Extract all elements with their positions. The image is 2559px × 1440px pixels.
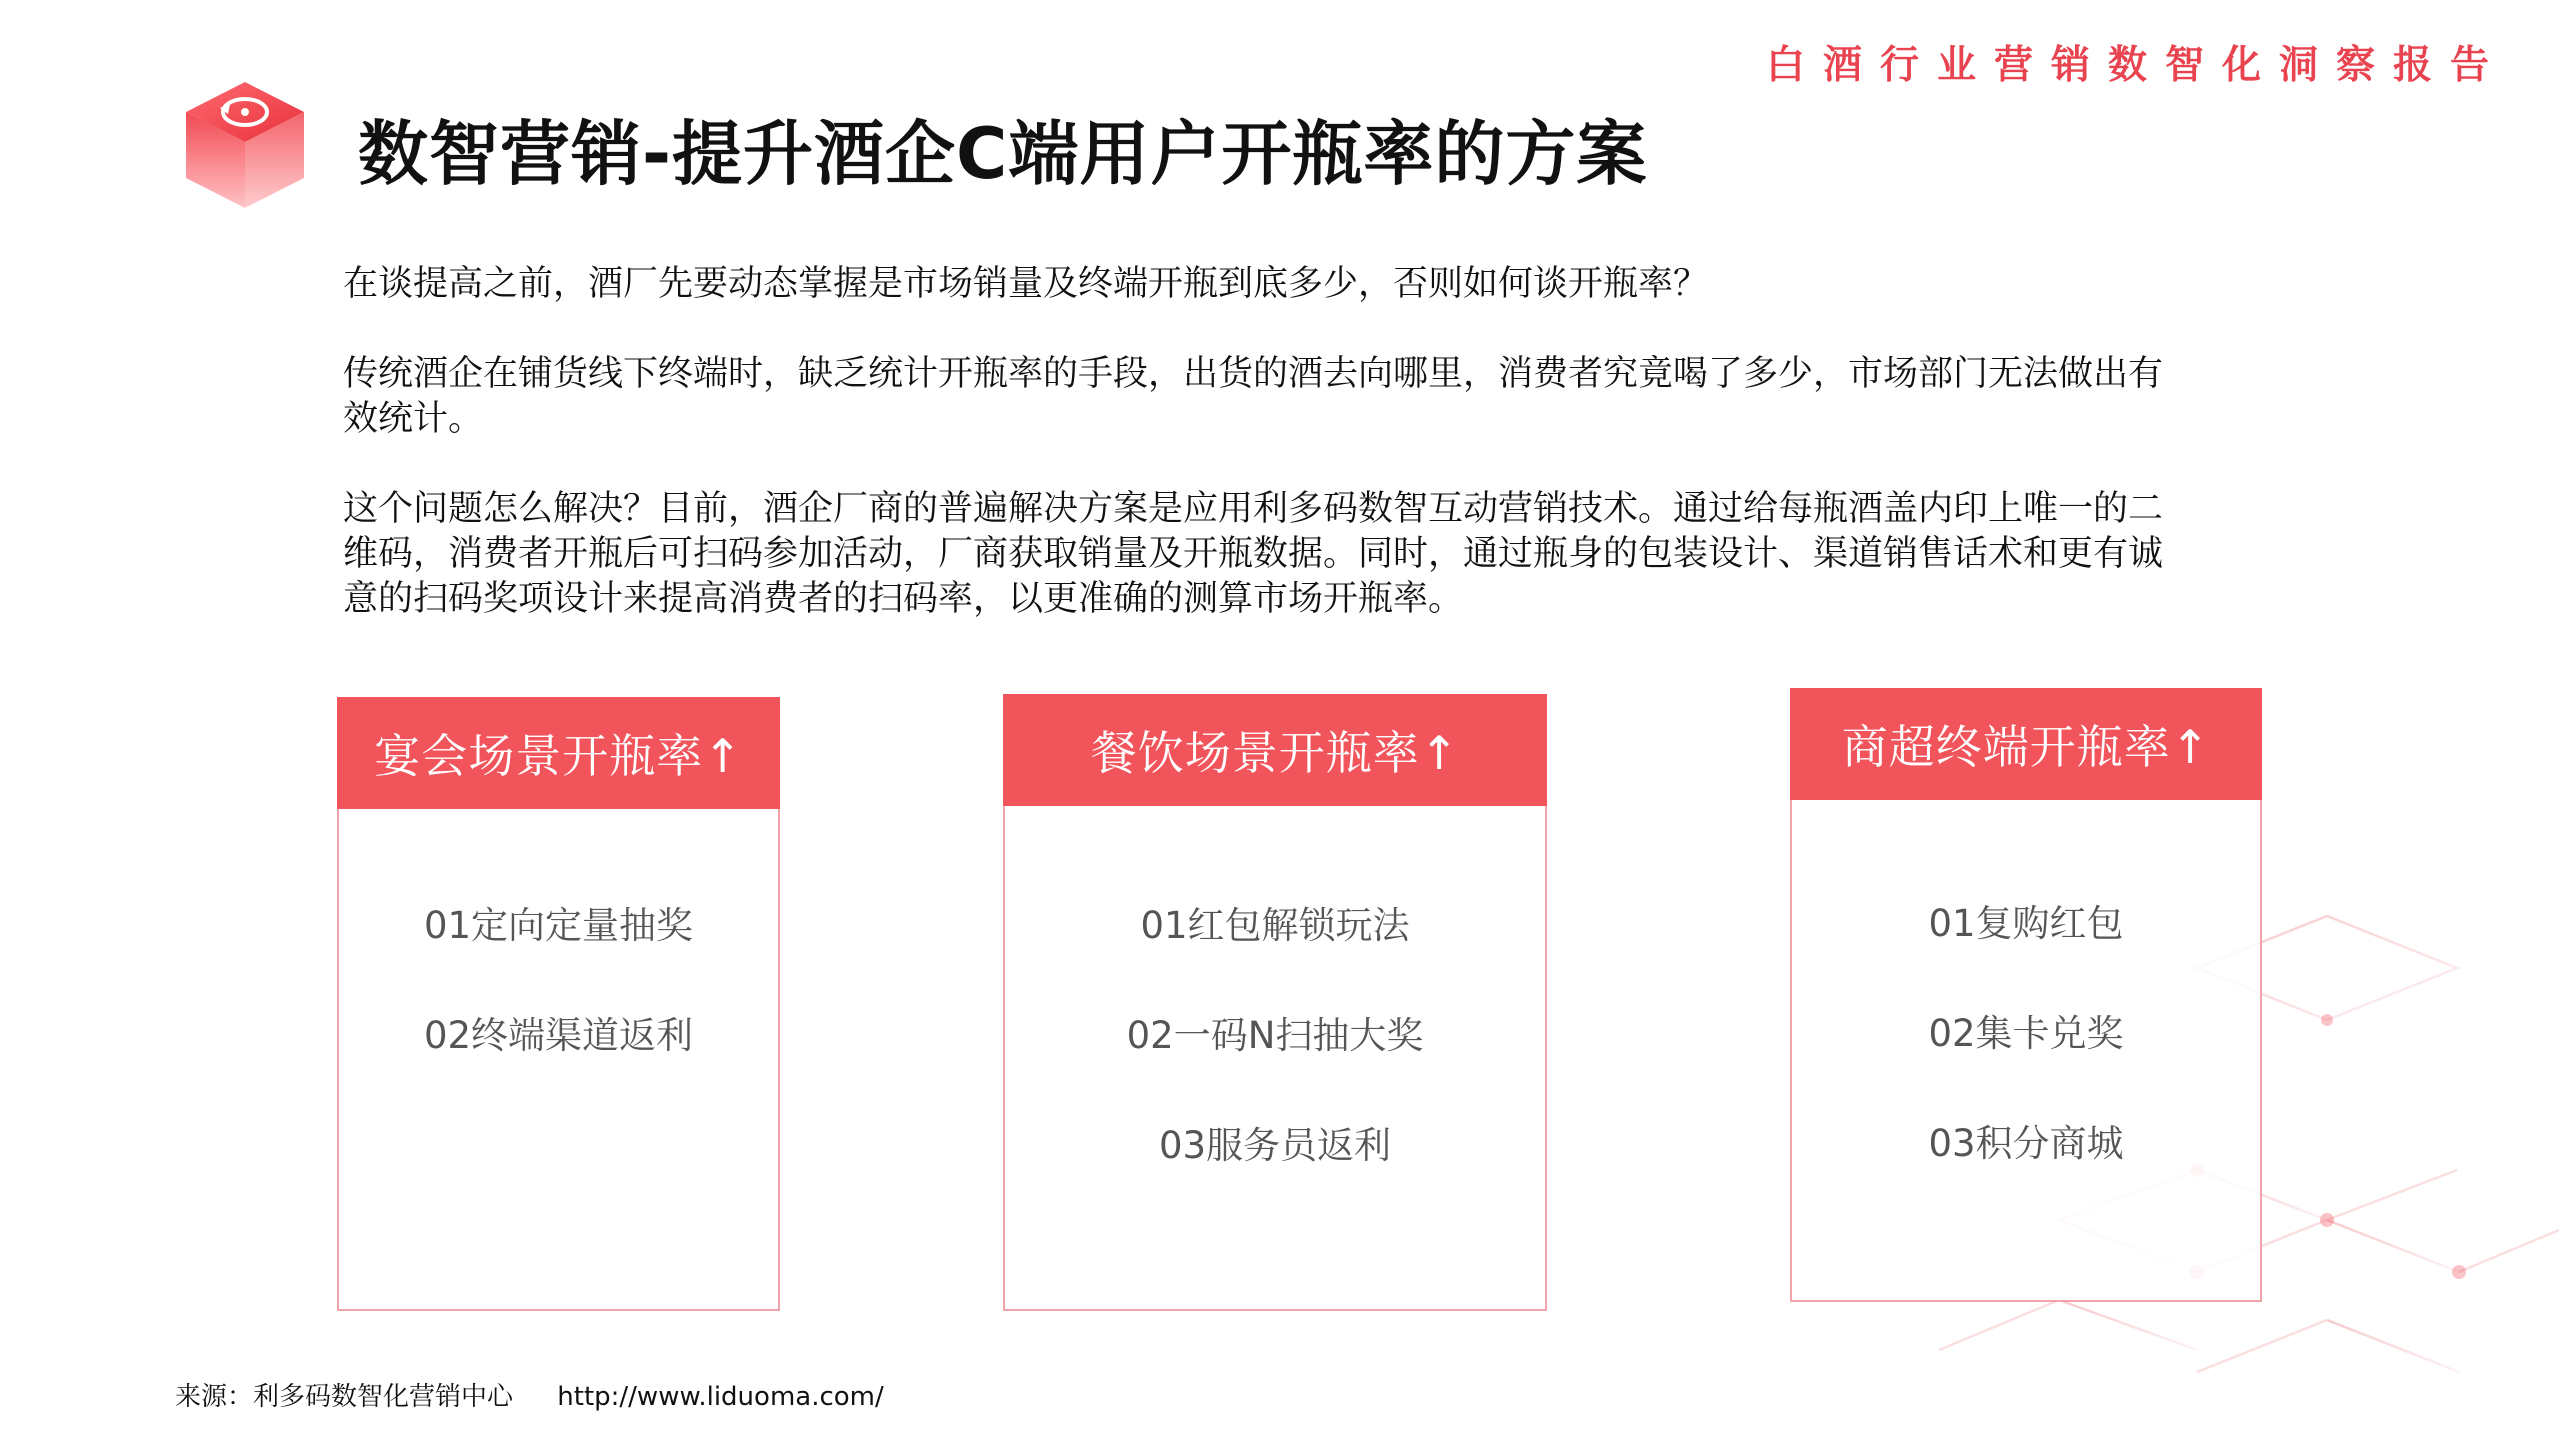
intro-text-block <box>343 262 2193 667</box>
card-item: 01定向定量抽奖 <box>423 904 694 947</box>
card-item: 01复购红包 <box>1928 902 2124 945</box>
source-footnote <box>175 1376 884 1413</box>
report-series-label: 白酒行业营销数智化洞察报告 <box>1765 43 2507 88</box>
card-item: 02一码N扫抽大奖 <box>1126 1014 1424 1057</box>
card-title: 商超终端开瓶率↑ <box>1790 688 2262 800</box>
intro-paragraph: 这个问题怎么解决？目前，酒企厂商的普遍解决方案是应用利多码数智互动营销技术。通过给每瓶酒盖内印上唯一的二维码，消费者开瓶后可扫码参加活动，厂商获取销量及开瓶数据。同时，通过瓶身的包装设计、渠道销售话术和更有诚意的扫码奖项设计来提高消费者的扫码率，以更准确的测算市场开瓶率。 <box>343 489 2164 619</box>
card-title: 餐饮场景开瓶率↑ <box>1003 694 1547 806</box>
card-item-list <box>339 903 778 1123</box>
refresh-cube-icon <box>180 78 310 213</box>
card-title: 宴会场景开瓶率↑ <box>337 697 780 809</box>
source-url-link[interactable]: http://www.liduoma.com/ <box>557 1382 884 1412</box>
banquet-scene-card <box>337 697 780 1311</box>
card-item: 02集卡兑奖 <box>1928 1012 2124 1055</box>
card-item-list <box>1005 903 1545 1233</box>
card-item: 01红包解锁玩法 <box>1140 904 1410 947</box>
supermarket-terminal-card <box>1790 688 2262 1302</box>
source-label: 来源：利多码数智化营销中心 <box>175 1382 514 1412</box>
card-item: 03服务员返利 <box>1158 1124 1392 1167</box>
dining-scene-card <box>1003 694 1547 1311</box>
card-item: 03积分商城 <box>1928 1122 2124 1165</box>
page-title: 数智营销-提升酒企C端用户开瓶率的方案 <box>358 113 1648 195</box>
intro-paragraph: 在谈提高之前，酒厂先要动态掌握是市场销量及终端开瓶到底多少，否则如何谈开瓶率？ <box>343 264 1709 304</box>
card-item: 02终端渠道返利 <box>423 1014 694 1057</box>
intro-paragraph: 传统酒企在铺货线下终端时，缺乏统计开瓶率的手段，出货的酒去向哪里，消费者究竟喝了多少，市场部门无法做出有效统计。 <box>343 354 2164 439</box>
card-item-list <box>1792 901 2260 1231</box>
